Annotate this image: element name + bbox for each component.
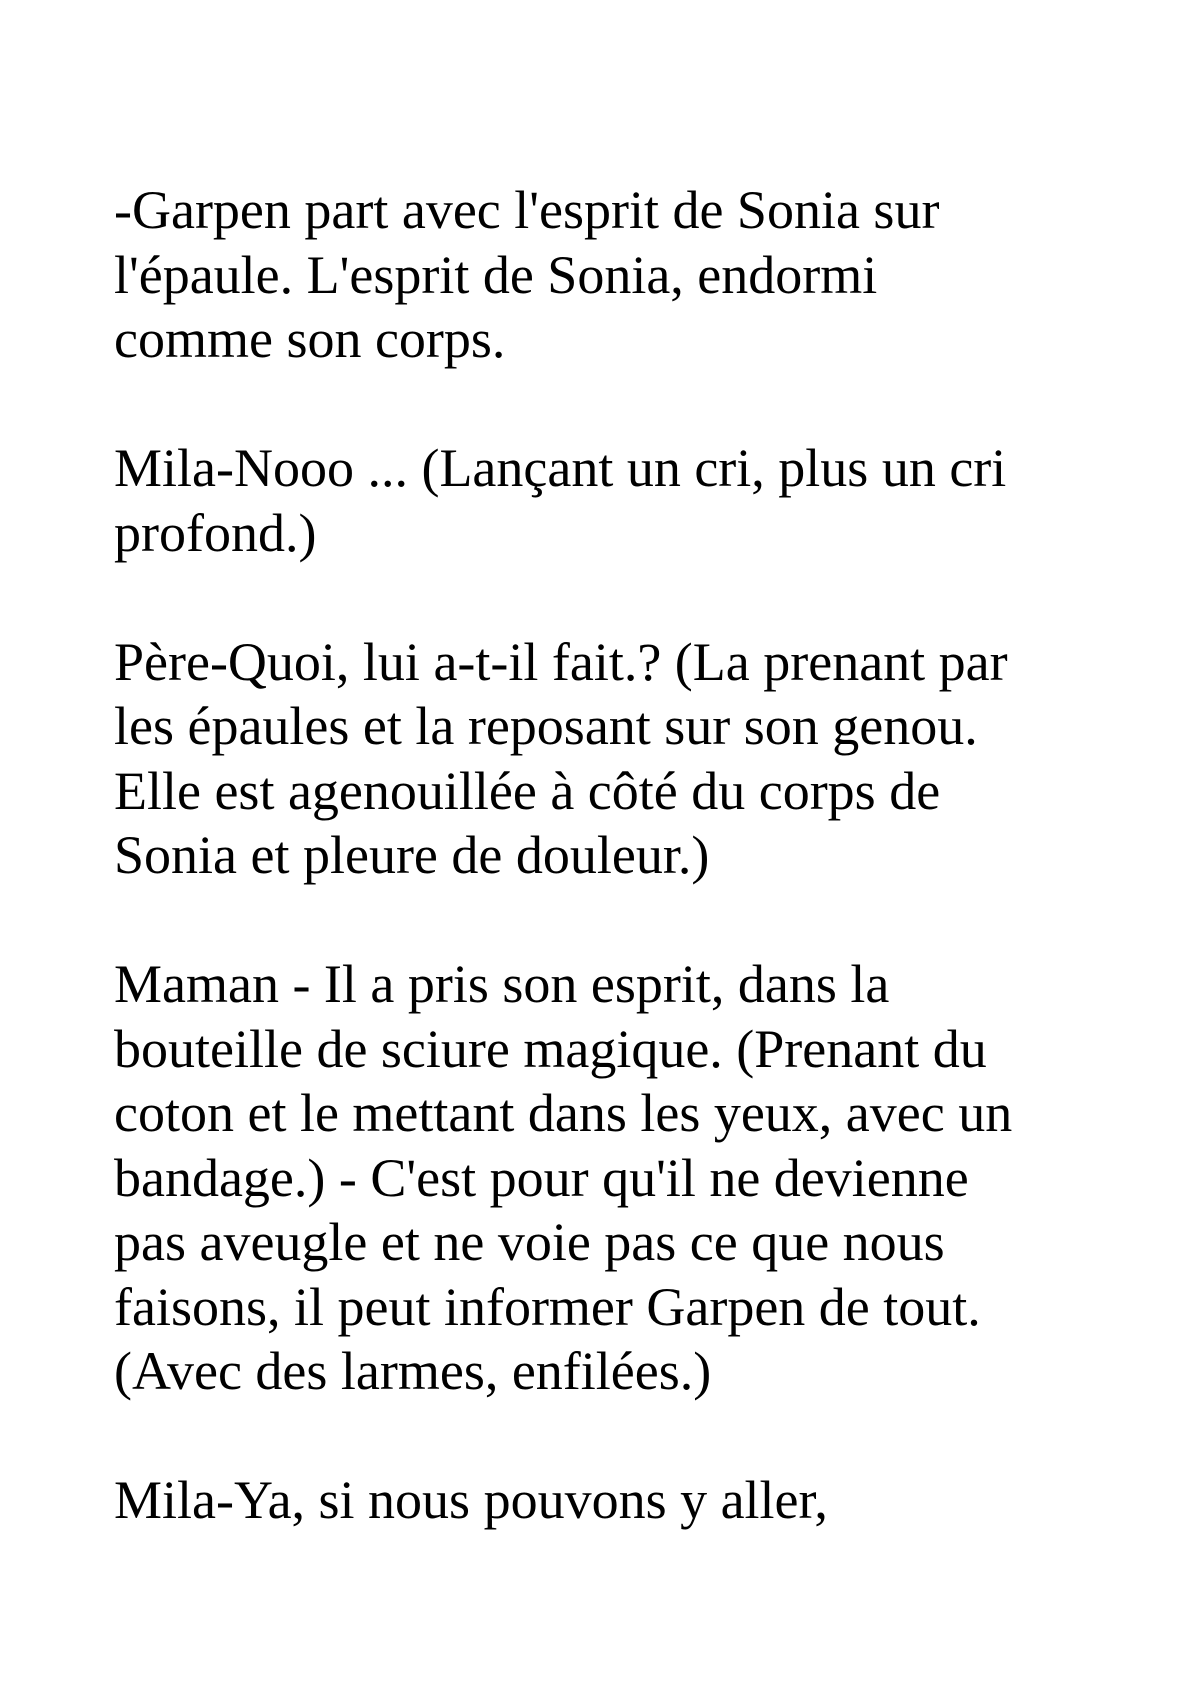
text-line: (Avec des larmes, enfilées.) [114,1341,712,1401]
text-line: Maman - Il a pris son esprit, dans la [114,954,890,1014]
paragraph-mila-cry [114,436,1074,565]
text-line: -Garpen part avec l'esprit de Sonia sur [114,180,940,240]
text-line: profond.) [114,502,317,563]
text-line: bouteille de sciure magique. (Prenant du [114,1018,987,1079]
text-line: bandage.) - C'est pour qu'il ne devienne [114,1147,969,1208]
paragraph-pere-question [114,630,1074,888]
text-line: coton et le mettant dans les yeux, avec un [114,1083,1013,1143]
text-line: Sonia et pleure de douleur.) [114,825,710,885]
text-line: les épaules et la reposant sur son genou. [114,696,978,756]
text-line: Mila-Ya, si nous pouvons y aller, [114,1470,828,1530]
document-body [114,178,1074,1533]
paragraph-mila-ya [114,1468,1074,1533]
paragraph-garpen-departs [114,178,1074,372]
text-line: l'épaule. L'esprit de Sonia, endormi [114,244,878,305]
paragraph-maman-explains [114,952,1074,1404]
text-line: Père-Quoi, lui a-t-il fait.? (La prenant par [114,631,1008,692]
text-line: pas aveugle et ne voie pas ce que nous [114,1212,945,1272]
text-line: Elle est agenouillée à côté du corps de [114,760,941,821]
text-line: Mila-Nooo ... (Lançant un cri, plus un cri [114,438,1007,498]
text-line: faisons, il peut informer Garpen de tout. [114,1276,981,1337]
text-line: comme son corps. [114,309,506,369]
